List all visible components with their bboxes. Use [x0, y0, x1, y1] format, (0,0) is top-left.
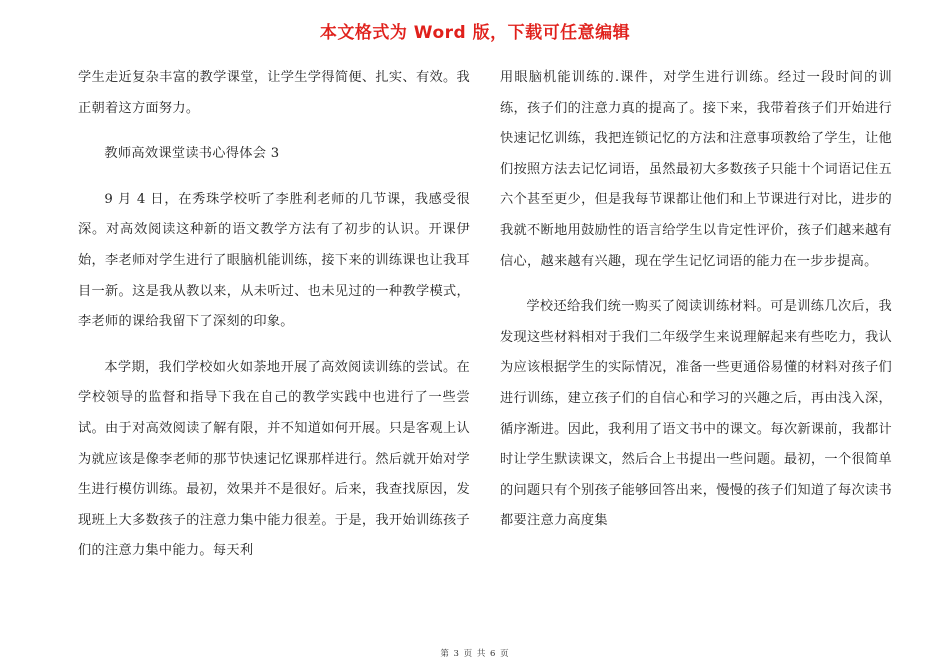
section-heading: 教师高效课堂读书心得体会 3	[104, 146, 280, 162]
paragraph: 本学期，我们学校如火如荼地开展了高效阅读训练的尝试。在学校领导的监督和指导下我在自己的教学实践中也进行了一些尝试。由于对高效阅读了解有限，并不知道如何开展。只是客观上认为就应该是像李老师的那节快速记忆课那样进行。然后就开始对学生进行模仿训练。最初，效果并不是很好。后来，我查找原因，发现班上大多数孩子的注意力集中能力很差。于是，我开始训练孩子们的注意力集中能力。每天利	[78, 359, 470, 559]
left-column	[78, 63, 470, 582]
right-column	[500, 63, 892, 552]
word-format-banner: 本文格式为 Word 版，下载可任意编辑	[319, 23, 631, 43]
paragraph: 用眼脑机能训练的.课件，对学生进行训练。经过一段时间的训练，孩子们的注意力真的提高了。接下来，我带着孩子们开始进行快速记忆训练，我把连锁记忆的方法和注意事项教给了学生，让他们按照方法去记忆词语，虽然最初大多数孩子只能十个词语记住五六个甚至更少，但是我每节课都让他们和上节课进行对比，进步的我就不断地用鼓励性的语言给学生以肯定性评价，孩子们越来越有信心，越来越有兴趣，现在学生记忆词语的能力在一步步提高。	[500, 70, 892, 269]
paragraph: 9 月 4 日，在秀珠学校听了李胜利老师的几节课，我感受很深。对高效阅读这种新的语文教学方法有了初步的认识。开课伊始，李老师对学生进行了眼脑机能训练，接下来的训练课也让我耳目一新。这是我从教以来，从未听过、也未见过的一种教学模式，李老师的课给我留下了深刻的印象。	[78, 191, 470, 330]
paragraph: 学校还给我们统一购买了阅读训练材料。可是训练几次后，我发现这些材料相对于我们二年级学生来说理解起来有些吃力，我认为应该根据学生的实际情况，准备一些更通俗易懂的材料对孩子们进行训练，建立孩子们的自信心和学习的兴趣之后，再由浅入深，循序渐进。因此，我利用了语文书中的课文。每次新课前，我都计时让学生默读课文，然后合上书提出一些问题。最初，一个很简单的问题只有个别孩子能够回答出来，慢慢的孩子们知道了每次读书都要注意力高度集	[500, 299, 892, 529]
paragraph: 学生走近复杂丰富的教学课堂，让学生学得简便、扎实、有效。我正朝着这方面努力。	[78, 70, 470, 116]
page-number-footer: 第 3 页 共 6 页	[440, 649, 510, 659]
